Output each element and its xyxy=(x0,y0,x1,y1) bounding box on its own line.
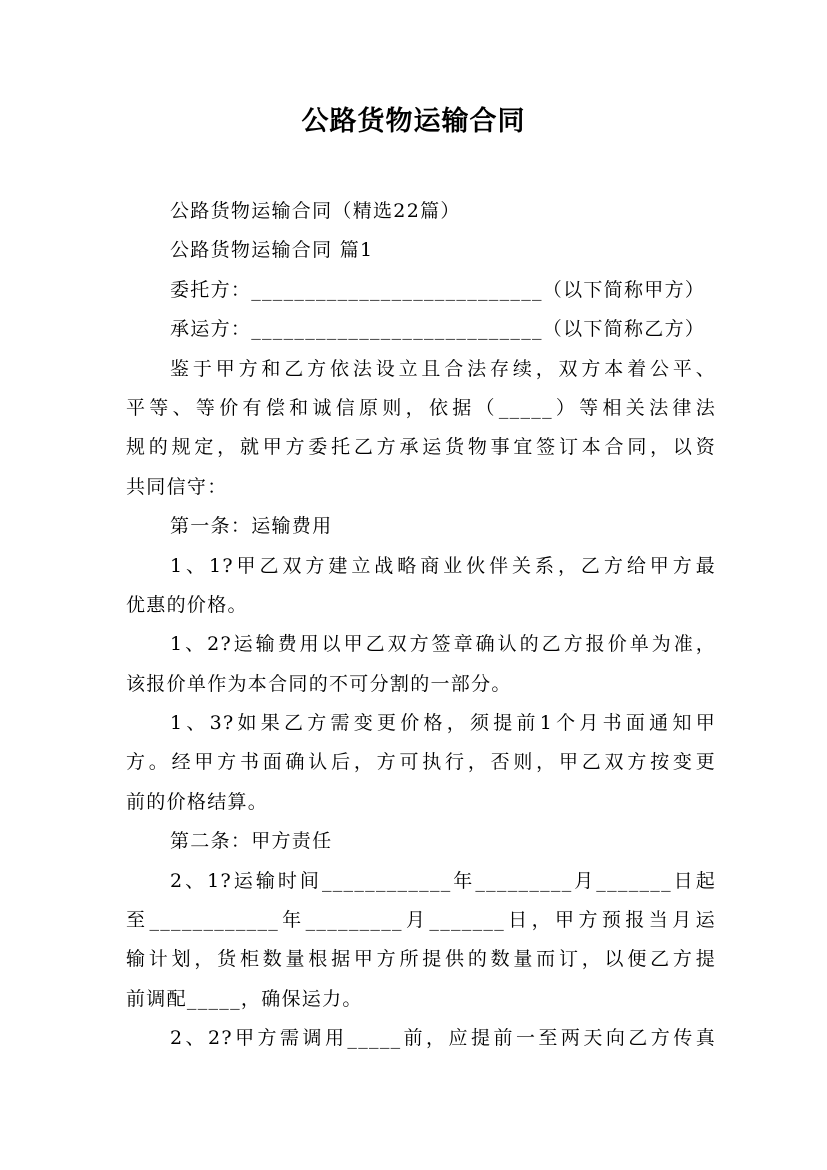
document-body xyxy=(126,192,716,1059)
paragraph-line: 该报价单作为本合同的不可分割的一部分。 xyxy=(126,672,512,695)
paragraph-line: 规的规定，就甲方委托乙方承运货物事宜签订本合同，以资 xyxy=(126,436,716,459)
paragraph-line: 方。经甲方书面确认后，方可执行，否则，甲乙双方按变更 xyxy=(126,751,716,774)
paragraph-line: 至____________年_________月_______日，甲方预报当月运 xyxy=(126,909,716,932)
paragraph-line: 优惠的价格。 xyxy=(126,593,248,616)
paragraph-line: 2、1?运输时间____________年_________月_______日起 xyxy=(170,869,716,892)
paragraph-line: 1、2?运输费用以甲乙双方签章确认的乙方报价单为准， xyxy=(170,633,716,656)
section-heading: 第一条：运输费用 xyxy=(170,515,333,538)
paragraph-line: 前的价格结算。 xyxy=(126,790,269,813)
section-heading: 第二条：甲方责任 xyxy=(170,830,333,853)
paragraph-line: 前调配_____，确保运力。 xyxy=(126,987,363,1010)
paragraph-line: 平等、等价有偿和诚信原则，依据（_____）等相关法律法 xyxy=(126,396,716,419)
paragraph-line: 鉴于甲方和乙方依法设立且合法存续，双方本着公平、 xyxy=(170,357,716,380)
paragraph-line: 承运方：___________________________（以下简称乙方） xyxy=(170,318,706,341)
paragraph-line: 公路货物运输合同 篇1 xyxy=(170,239,374,262)
paragraph-line: 2、2?甲方需调用_____前，应提前一至两天向乙方传真 xyxy=(170,1027,716,1050)
paragraph-line: 1、1?甲乙双方建立战略商业伙伴关系，乙方给甲方最 xyxy=(170,554,716,577)
paragraph-line: 委托方：___________________________（以下简称甲方） xyxy=(170,278,706,301)
paragraph-line: 1、3?如果乙方需变更价格，须提前1个月书面通知甲 xyxy=(170,712,716,735)
paragraph-line: 共同信守： xyxy=(126,475,228,498)
paragraph-line: 公路货物运输合同（精选22篇） xyxy=(170,200,461,222)
document-title: 公路货物运输合同 xyxy=(301,106,526,137)
paragraph-line: 输计划，货柜数量根据甲方所提供的数量而订，以便乙方提 xyxy=(126,948,716,971)
